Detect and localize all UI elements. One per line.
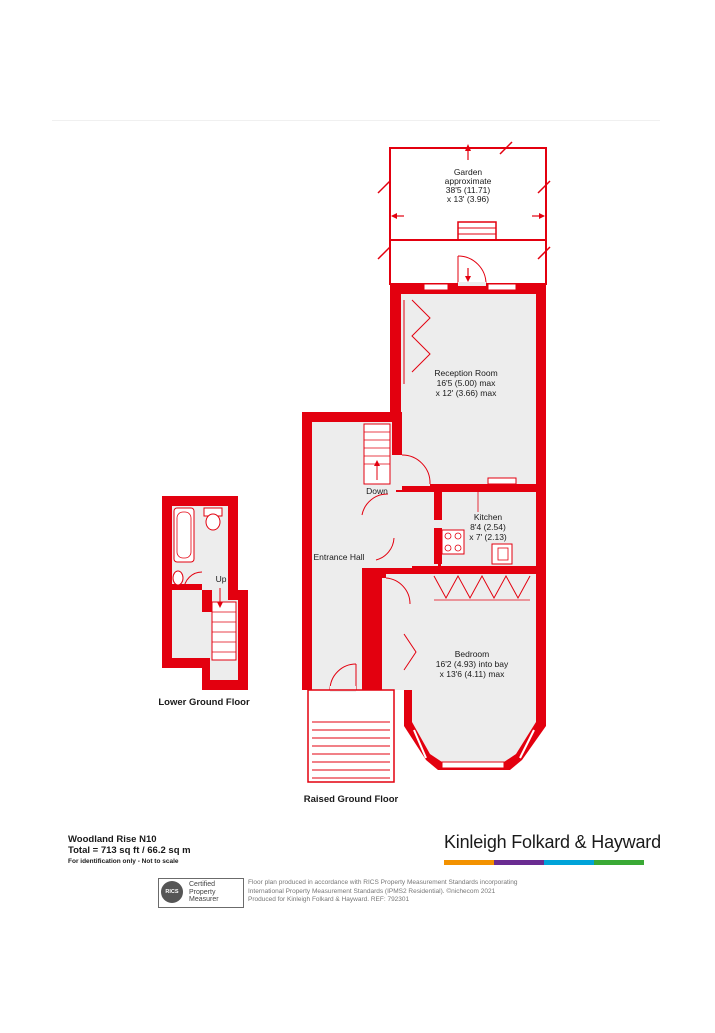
- brand-stripe-blue: [544, 860, 594, 865]
- reception-dim-1: 16'5 (5.00) max: [436, 378, 496, 388]
- disclaimer-line-1: Floor plan produced in accordance with RICS Property Measurement Standards incorporating: [248, 879, 518, 886]
- disclaimer-line-3: Produced for Kinleigh Folkard & Hayward. REF: 792301: [248, 896, 410, 903]
- lower-ground-floor-label: Lower Ground Floor: [158, 697, 250, 708]
- rics-line-1: Certified: [189, 881, 216, 888]
- brand-stripe-orange: [444, 860, 494, 865]
- kitchen-dim-1: 8'4 (2.54): [470, 522, 506, 532]
- rics-line-2: Property: [189, 888, 216, 896]
- bedroom-dim-1: 16'2 (4.93) into bay: [435, 659, 509, 669]
- rics-logo: RICS: [161, 881, 183, 903]
- property-address-block: [68, 834, 191, 856]
- brand-name: Kinleigh Folkard & Hayward: [444, 832, 661, 852]
- stairs-up-label: Up: [215, 574, 227, 584]
- reception-dim-2: x 12' (3.66) max: [435, 388, 497, 398]
- bedroom-dim-2: x 13'6 (4.11) max: [439, 669, 505, 679]
- raised-ground-floor-plan: [302, 256, 546, 782]
- kitchen-label: Kitchen: [473, 512, 503, 522]
- reception-label: Reception Room: [434, 368, 498, 378]
- entrance-hall-label: Entrance Hall: [313, 552, 365, 562]
- rics-line-3: Measurer: [189, 896, 219, 903]
- lower-ground-floor-plan: [162, 496, 248, 690]
- rics-badge: [158, 878, 244, 908]
- kitchen-dim-2: x 7' (2.13): [469, 532, 507, 542]
- bedroom-label: Bedroom: [454, 649, 490, 659]
- property-address: Woodland Rise N10: [68, 834, 157, 845]
- stairs-down-label: Down: [366, 486, 388, 496]
- rics-text: [189, 881, 219, 904]
- garden-dim-2: x 13' (3.96): [446, 194, 490, 204]
- garden-label: Garden: [453, 167, 483, 177]
- brand-stripe-green: [594, 860, 644, 865]
- garden-area: [378, 142, 550, 284]
- garden-dim-1: 38'5 (11.71): [445, 185, 491, 195]
- disclaimer-line-2: International Property Measurement Standards (IPMS2 Residential). ©nichecom 2021: [248, 887, 496, 895]
- garden-approx-label: approximate: [444, 176, 492, 186]
- brand-stripe-purple: [494, 860, 544, 865]
- property-total-area: Total = 713 sq ft / 66.2 sq m: [68, 845, 191, 856]
- scale-note: For identification only - Not to scale: [68, 858, 179, 865]
- disclaimer: [248, 879, 568, 905]
- raised-ground-floor-label: Raised Ground Floor: [303, 794, 399, 805]
